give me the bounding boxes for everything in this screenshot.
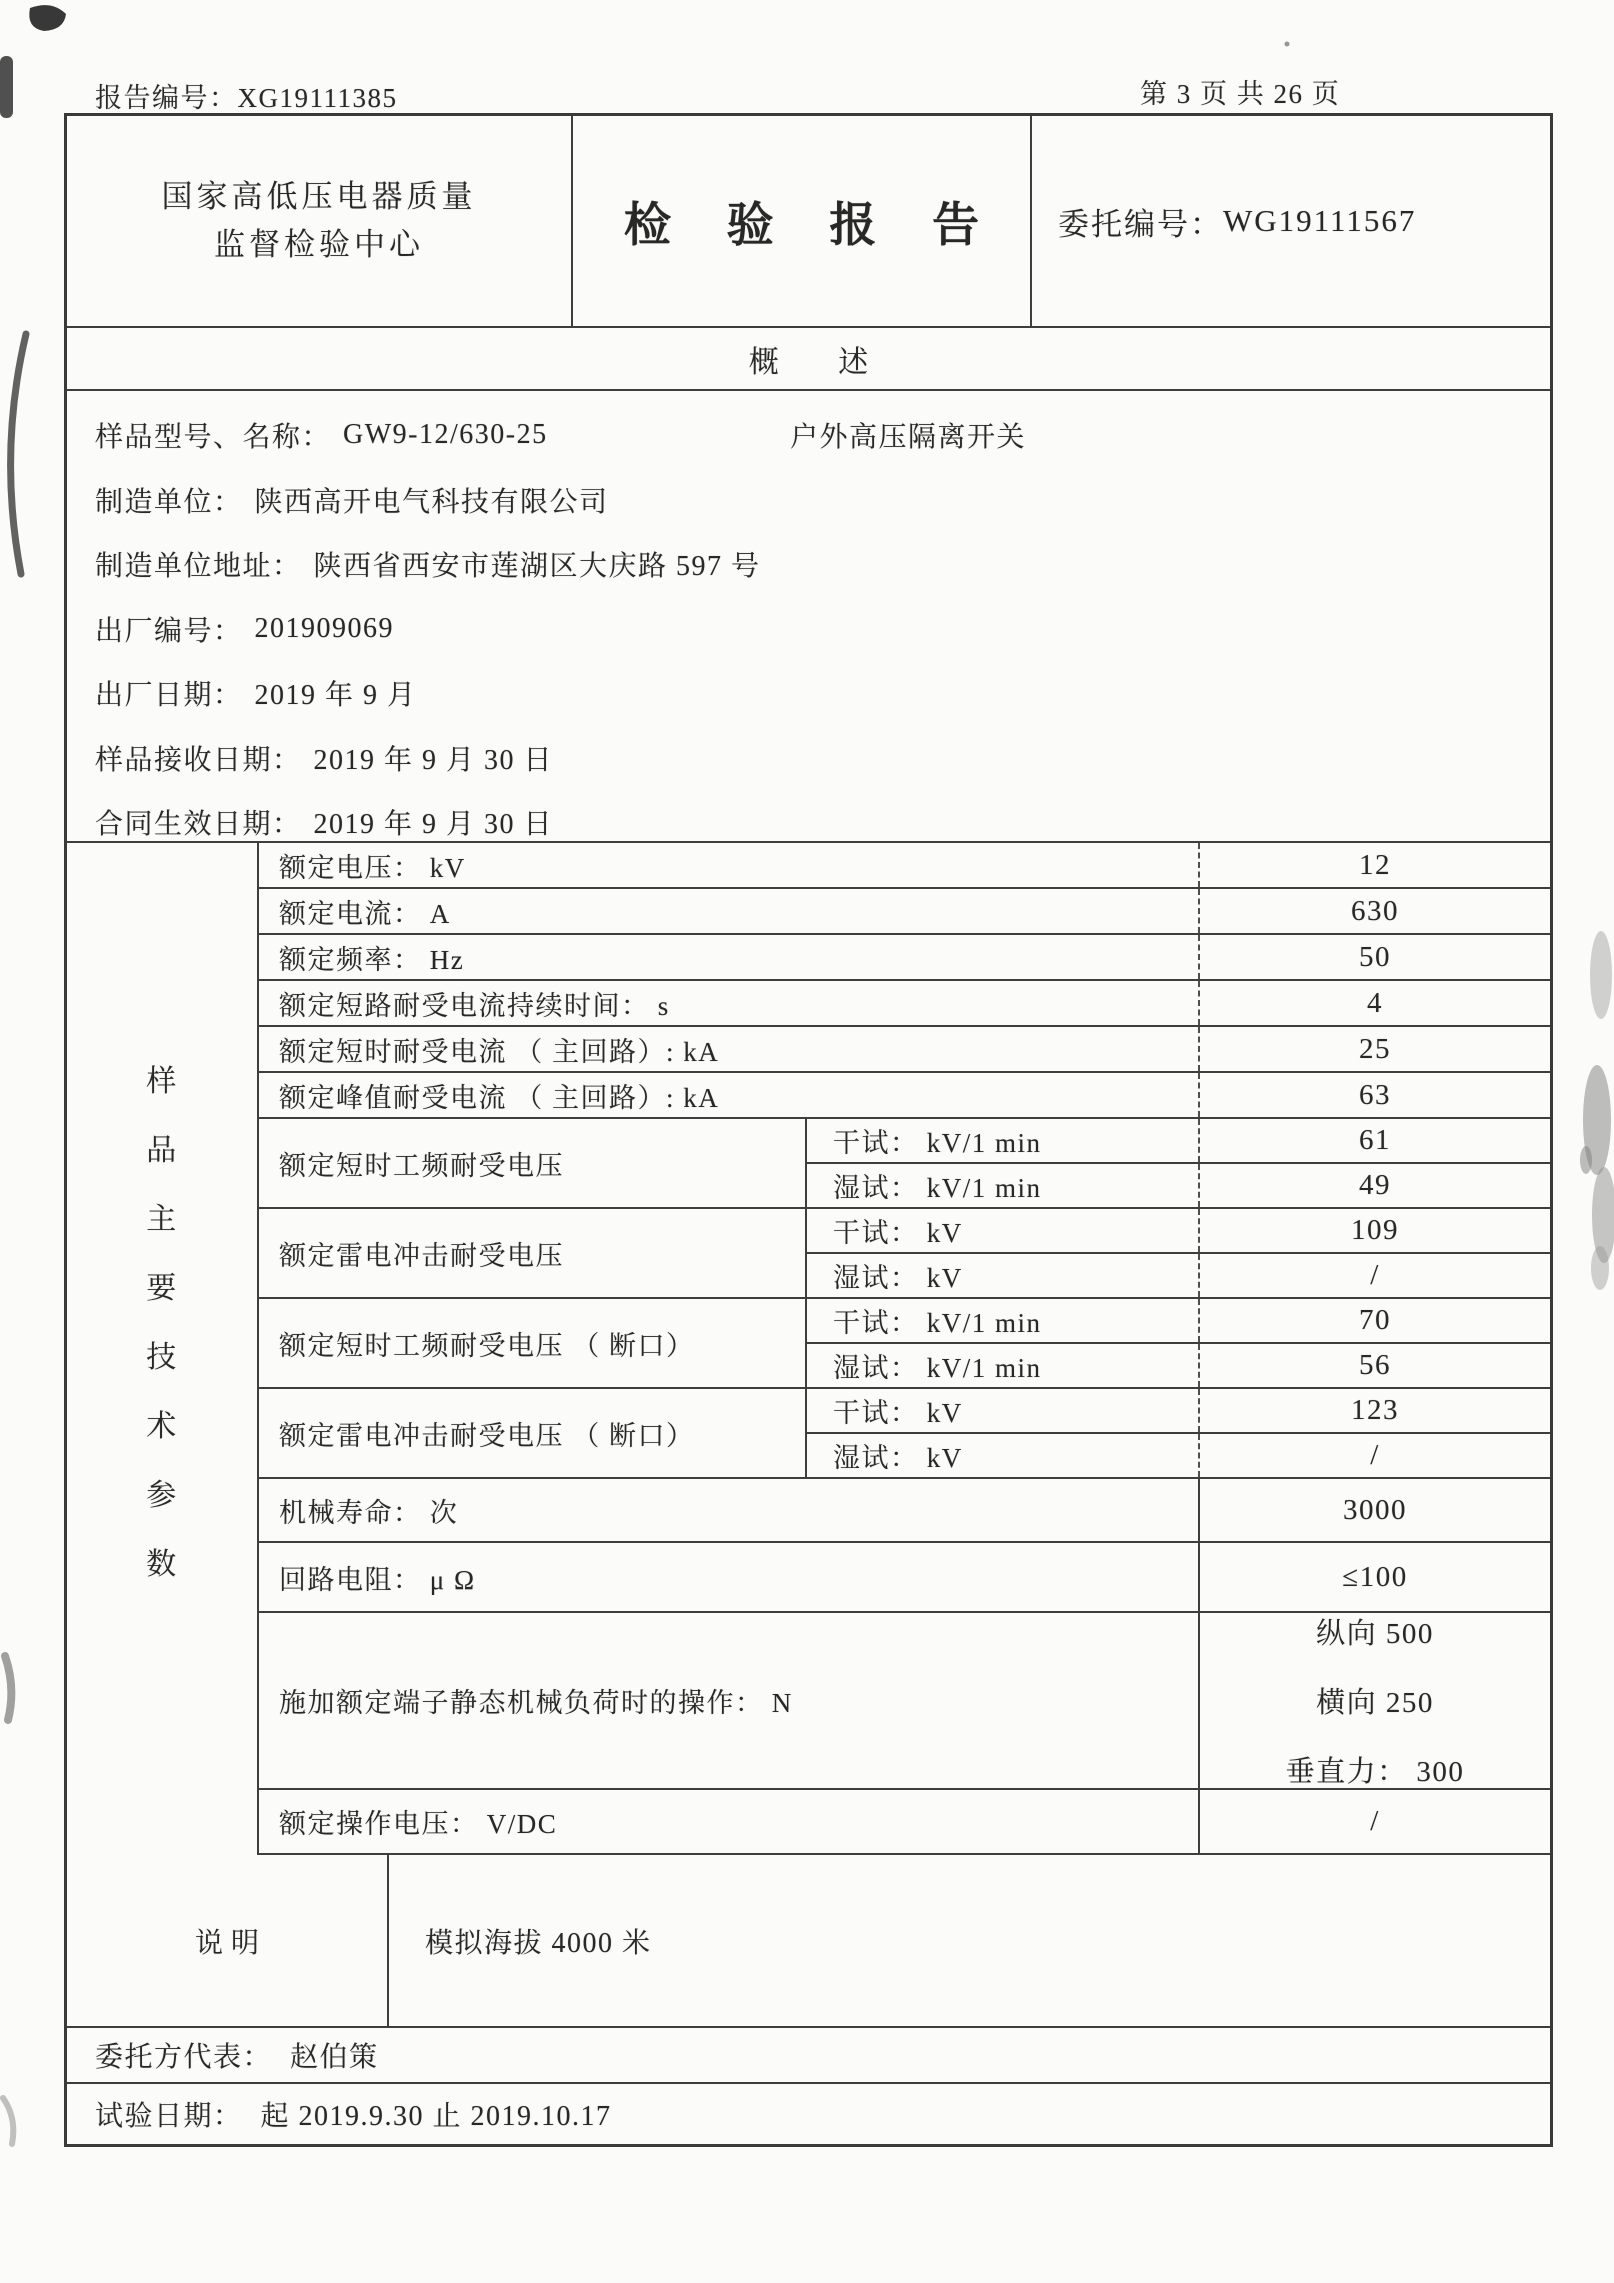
param-condition: 湿试： kV	[833, 1443, 963, 1473]
param-value: 4	[1198, 981, 1550, 1025]
param-value-multiline	[1198, 1613, 1550, 1788]
param-value: 3000	[1198, 1479, 1550, 1541]
sample-name: 户外高压隔离开关	[790, 422, 1027, 454]
param-value: 49	[1198, 1164, 1550, 1207]
overview-section-title: 概 述	[67, 328, 1550, 391]
info-line-factory-number	[95, 597, 1550, 662]
page-indicator: 第 3 页 共 26 页	[1140, 79, 1341, 109]
param-name: 额定操作电压： V/DC	[279, 1809, 558, 1839]
param-value: 56	[1198, 1344, 1550, 1387]
info-label: 合同生效日期：	[95, 809, 302, 841]
param-value: 61	[1198, 1119, 1550, 1162]
info-value: GW9-12/630-25	[343, 419, 548, 451]
param-condition: 干试： kV/1 min	[833, 1128, 1042, 1158]
param-name: 额定短时工频耐受电压	[259, 1119, 807, 1207]
report-table	[64, 113, 1553, 2147]
param-value: 123	[1198, 1389, 1550, 1432]
param-name: 额定峰值耐受电流 （ 主回路）: kA	[279, 1082, 720, 1113]
info-label: 制造单位：	[95, 486, 243, 518]
param-row-peak-withstand-current	[259, 1073, 1550, 1119]
side-char: 品	[146, 1133, 178, 1167]
param-subrow-dry	[807, 1299, 1550, 1344]
info-value: 陕西省西安市莲湖区大庆路 597 号	[313, 551, 761, 583]
param-row-short-time-withstand-current	[259, 1027, 1550, 1073]
info-value: 201909069	[254, 612, 395, 644]
param-name: 回路电阻： μ Ω	[279, 1564, 476, 1595]
param-name: 机械寿命： 次	[279, 1497, 459, 1528]
param-value: /	[1198, 1434, 1550, 1477]
info-value: 2019 年 9 月	[254, 680, 417, 712]
param-name: 额定雷电冲击耐受电压	[259, 1209, 807, 1297]
param-value: ≤100	[1198, 1543, 1550, 1611]
side-char: 技	[146, 1340, 178, 1374]
param-name: 额定短时工频耐受电压 （ 断口）	[259, 1299, 807, 1387]
commission-number-cell	[1032, 116, 1550, 326]
param-value: 25	[1198, 1027, 1550, 1071]
param-condition: 干试： kV/1 min	[833, 1308, 1042, 1338]
param-value-line: 纵向 500	[1316, 1618, 1434, 1650]
side-char: 参	[146, 1478, 178, 1512]
info-label: 出厂日期：	[95, 680, 243, 712]
param-subrow-wet	[807, 1164, 1550, 1207]
org-name-line2: 监督检验中心	[214, 227, 424, 262]
side-char: 术	[146, 1409, 178, 1443]
test-date-label: 试验日期：	[95, 2101, 243, 2132]
info-line-receive-date	[95, 726, 1550, 791]
param-value-line: 横向 250	[1316, 1687, 1434, 1719]
info-label: 制造单位地址：	[95, 551, 302, 583]
param-value: 630	[1198, 889, 1550, 933]
param-condition: 湿试： kV/1 min	[833, 1353, 1042, 1383]
param-subrow-wet	[807, 1344, 1550, 1387]
info-line-contract-date	[95, 790, 1550, 855]
param-row-rated-current	[259, 889, 1550, 935]
info-label: 样品接收日期：	[95, 744, 302, 776]
report-header-band	[67, 116, 1550, 328]
param-value: 70	[1198, 1299, 1550, 1342]
param-row-rated-frequency	[259, 935, 1550, 981]
org-name-line1: 国家高低压电器质量	[161, 178, 477, 214]
param-value-line: 垂直力： 300	[1285, 1756, 1465, 1788]
report-title: 检 验 报 告	[573, 116, 1032, 326]
param-value: 109	[1198, 1209, 1550, 1252]
param-name: 额定短时耐受电流 （ 主回路）: kA	[279, 1036, 720, 1067]
test-date-value: 起 2019.9.30 止 2019.10.17	[260, 2101, 612, 2132]
side-char: 要	[146, 1271, 178, 1305]
param-name: 额定电流： A	[279, 898, 451, 929]
param-subrow-dry	[807, 1209, 1550, 1254]
param-name: 额定雷电冲击耐受电压 （ 断口）	[259, 1389, 807, 1477]
param-condition: 干试： kV	[833, 1398, 963, 1428]
param-name: 施加额定端子静态机械负荷时的操作： N	[279, 1688, 793, 1718]
param-subrow-wet	[807, 1254, 1550, 1297]
info-line-manufacturer	[95, 468, 1550, 533]
param-condition: 干试： kV	[833, 1218, 963, 1248]
param-condition: 湿试： kV	[833, 1263, 963, 1293]
client-representative-value: 赵伯策	[290, 2042, 379, 2073]
side-char: 数	[146, 1547, 178, 1581]
param-row-mechanical-life	[259, 1479, 1550, 1543]
info-value: 陕西高开电气科技有限公司	[254, 486, 609, 518]
technical-parameters-table	[67, 843, 1550, 1855]
param-row-power-freq-withstand-voltage	[259, 1119, 1550, 1209]
param-name: 额定短路耐受电流持续时间： s	[279, 990, 670, 1021]
param-row-short-circuit-duration	[259, 981, 1550, 1027]
info-line-address	[95, 532, 1550, 597]
param-value: 63	[1198, 1073, 1550, 1117]
side-label-main-technical-parameters	[67, 843, 259, 1855]
info-line-factory-date	[95, 661, 1550, 726]
client-representative-row	[67, 2028, 1550, 2084]
param-row-static-mechanical-load	[259, 1613, 1550, 1790]
param-row-lightning-impulse-voltage	[259, 1209, 1550, 1299]
info-line-model	[95, 403, 1550, 468]
param-subrow-dry	[807, 1119, 1550, 1164]
param-row-rated-operating-voltage	[259, 1790, 1550, 1855]
param-subrow-dry	[807, 1389, 1550, 1434]
param-row-loop-resistance	[259, 1543, 1550, 1613]
param-row-lightning-impulse-voltage-gap	[259, 1389, 1550, 1479]
param-value: /	[1198, 1254, 1550, 1297]
issuing-organization	[67, 116, 573, 326]
commission-number-label: 委托编号：	[1058, 206, 1223, 242]
param-name: 额定频率： Hz	[279, 944, 465, 975]
info-value: 2019 年 9 月 30 日	[313, 809, 554, 841]
param-row-power-freq-withstand-voltage-gap	[259, 1299, 1550, 1389]
param-value: 50	[1198, 935, 1550, 979]
side-char: 主	[146, 1202, 178, 1236]
test-date-row	[67, 2084, 1550, 2144]
parameter-rows	[259, 843, 1550, 1855]
param-name: 额定电压： kV	[279, 852, 466, 883]
param-condition: 湿试： kV/1 min	[833, 1173, 1042, 1203]
param-value: /	[1198, 1790, 1550, 1853]
remark-value: 模拟海拔 4000 米	[425, 1927, 652, 1959]
info-label: 样品型号、名称：	[95, 422, 332, 454]
side-char: 样	[146, 1064, 178, 1098]
remark-row	[67, 1855, 1550, 2028]
commission-number-value: WG19111567	[1223, 203, 1417, 238]
sample-info-block	[67, 391, 1550, 843]
info-label: 出厂编号：	[95, 615, 243, 647]
remark-label: 说明	[67, 1855, 389, 2026]
report-number: 报告编号：XG19111385	[95, 83, 398, 113]
param-subrow-wet	[807, 1434, 1550, 1477]
client-representative-label: 委托方代表：	[95, 2042, 273, 2073]
param-value: 12	[1198, 843, 1550, 887]
info-value: 2019 年 9 月 30 日	[313, 744, 554, 776]
